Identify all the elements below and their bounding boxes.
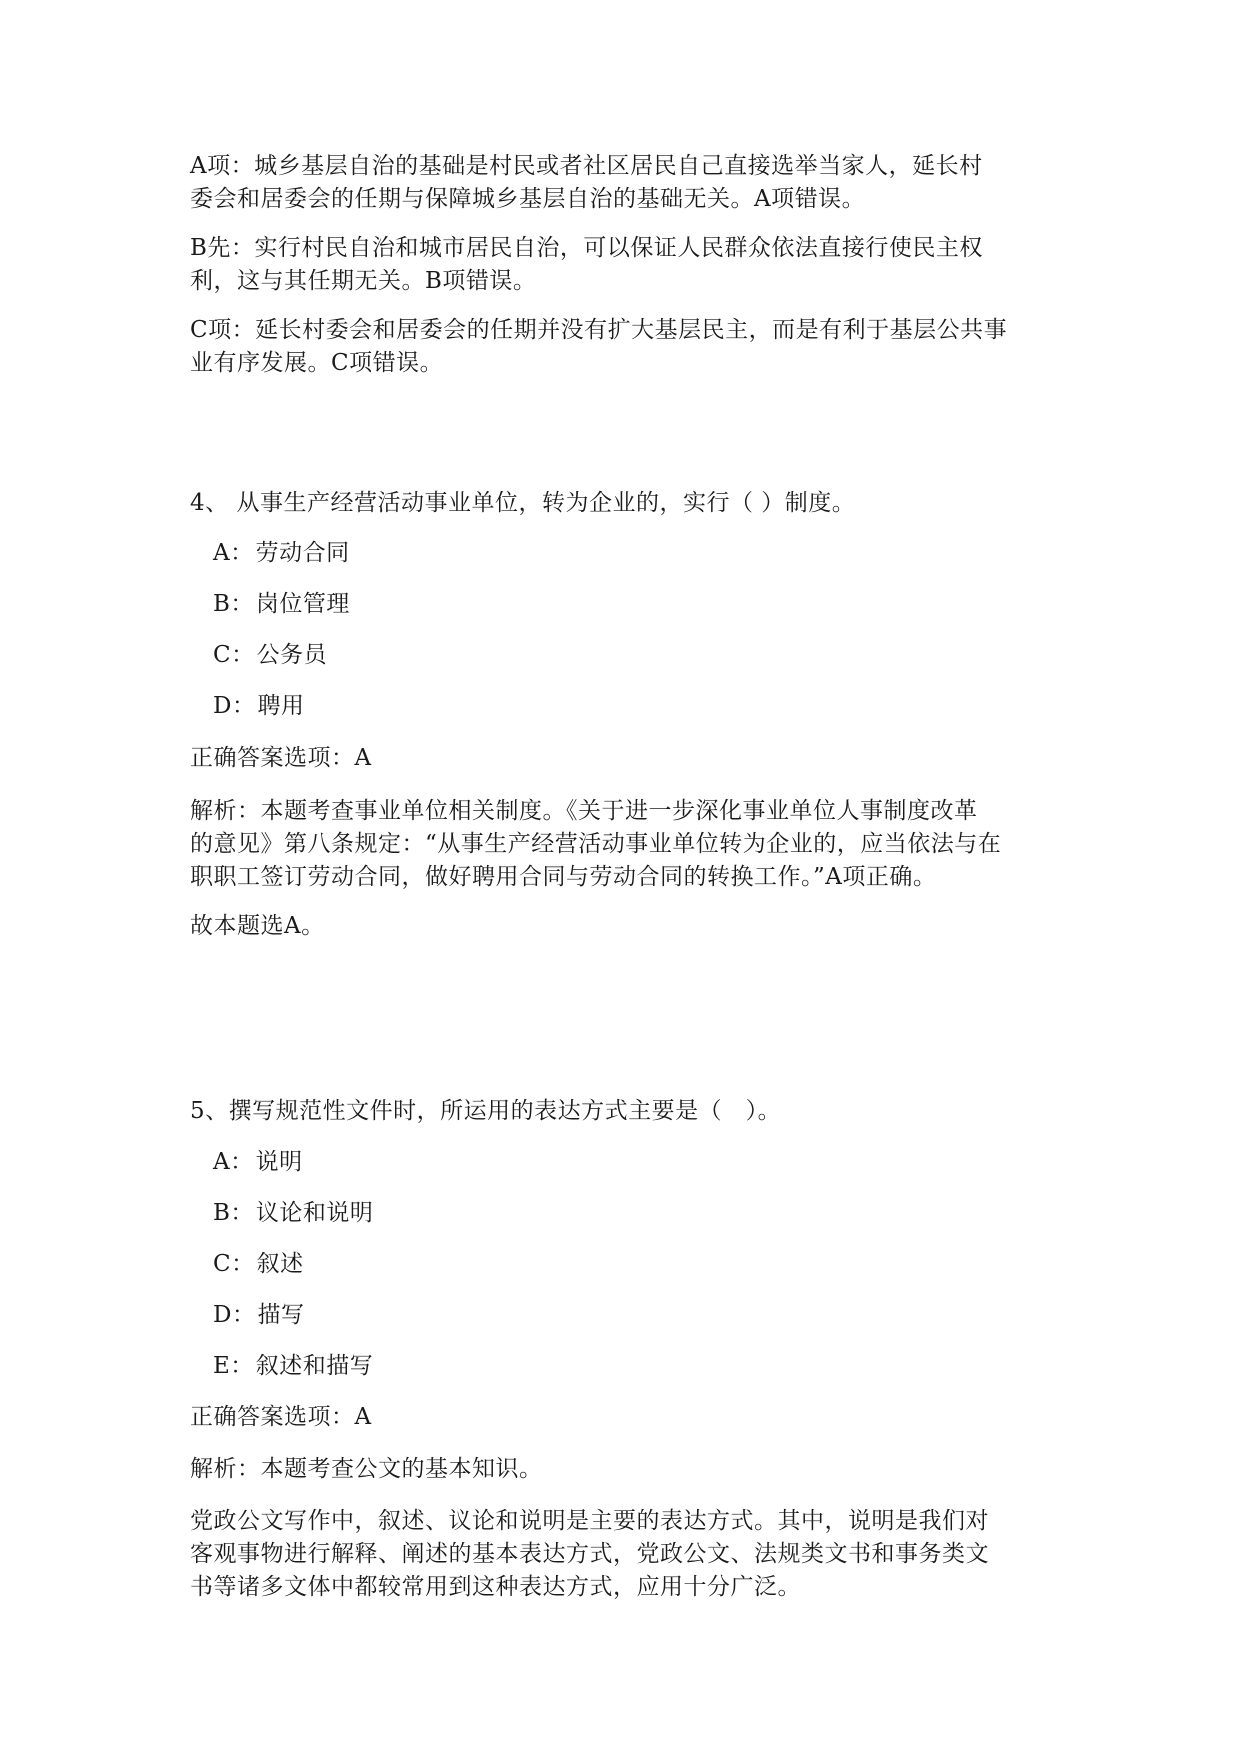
explanation-option-c: C项：延长村委会和居委会的任期并没有扩大基层民主，而是有利于基层公共事 业有序发展。C项错误。 <box>190 317 1008 376</box>
question-5-option-c: C：叙述 <box>213 1251 304 1277</box>
explanation-option-a: A项：城乡基层自治的基础是村民或者社区居民自己直接选举当家人，延长村 委会和居委会的任期与保障城乡基层自治的基础无关。A项错误。 <box>190 153 983 212</box>
question-5-option-a: A：说明 <box>213 1149 303 1175</box>
question-4-option-a: A：劳动合同 <box>213 540 350 566</box>
question-5-analysis: 解析：本题考查公文的基本知识。 <box>190 1456 543 1482</box>
explanation-option-b: B先：实行村民自治和城市居民自治，可以保证人民群众依法直接行使民主权 利，这与其任期无关。B项错误。 <box>190 235 983 294</box>
question-5-answer: 正确答案选项：A <box>190 1404 372 1430</box>
question-5-option-e: E：叙述和描写 <box>213 1353 374 1379</box>
question-4-answer: 正确答案选项：A <box>190 745 372 771</box>
question-5-option-d: D：描写 <box>213 1302 305 1328</box>
question-4-option-d: D：聘用 <box>213 693 305 719</box>
question-4-option-b: B：岗位管理 <box>213 591 350 617</box>
question-5-option-b: B：议论和说明 <box>213 1200 374 1226</box>
question-5-stem: 5、撰写规范性文件时，所运用的表达方式主要是（ ）。 <box>190 1098 782 1124</box>
question-4-stem: 4、 从事生产经营活动事业单位，转为企业的，实行（ ）制度。 <box>190 490 856 516</box>
question-4-option-c: C：公务员 <box>213 642 328 668</box>
question-4-conclusion: 故本题选A。 <box>190 913 325 939</box>
question-5-detail: 党政公文写作中，叙述、议论和说明是主要的表达方式。其中，说明是我们对 客观事物进行解释、阐述的基本表达方式，党政公文、法规类文书和事务类文 书等诸多文体中都较常用到这种表达方式，应用十分广泛。 <box>190 1508 989 1600</box>
question-4-analysis: 解析：本题考查事业单位相关制度。《关于进一步深化事业单位人事制度改革 的意见》第八条规定：“从事生产经营活动事业单位转为企业的，应当依法与在 职职工签订劳动合同，做好聘用合同与劳动合同的转换工作。”A项正确。 <box>190 798 1002 890</box>
